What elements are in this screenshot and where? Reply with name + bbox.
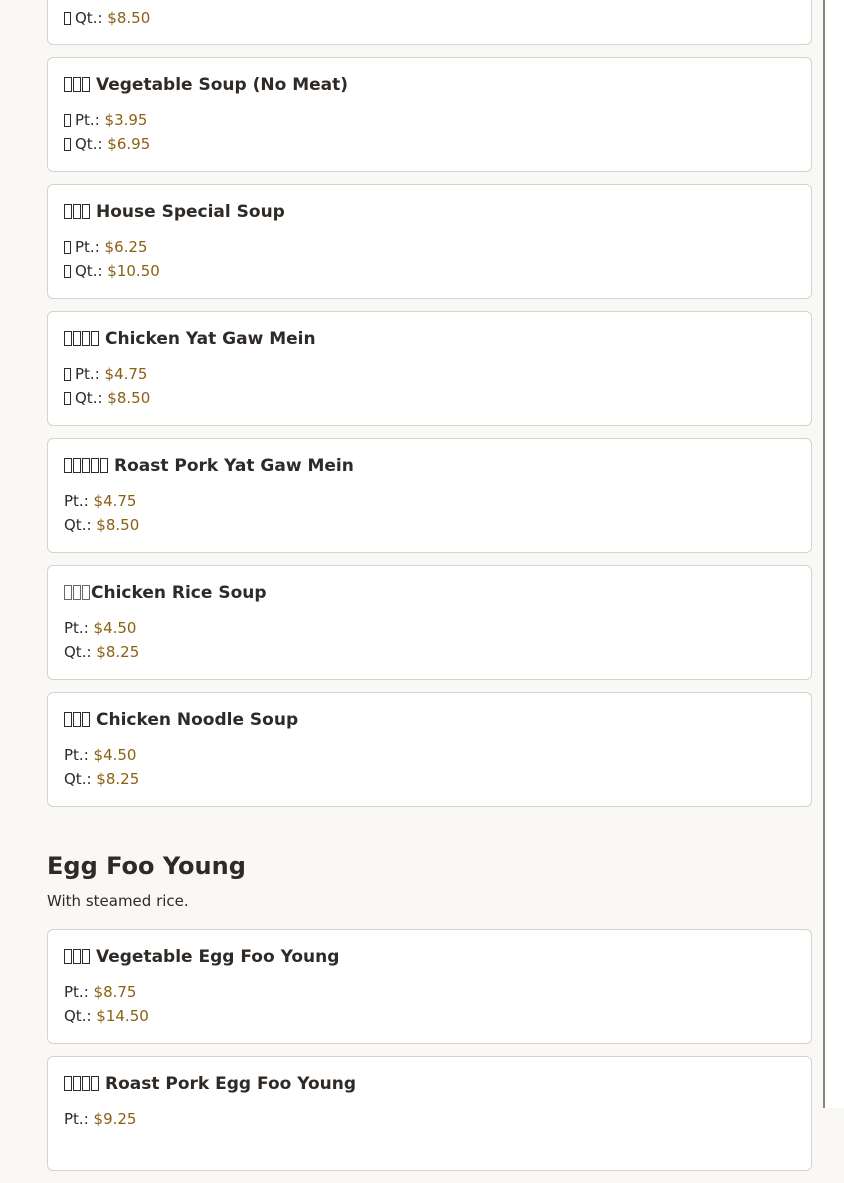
- price-value: $6.95: [107, 135, 151, 153]
- missing-glyph-icon: [91, 1076, 99, 1091]
- menu-item-name: [64, 328, 795, 350]
- section-title: Egg Foo Young: [47, 852, 246, 880]
- price-list: [64, 980, 795, 1028]
- menu-item-card[interactable]: [47, 692, 812, 807]
- price-row: [64, 1004, 795, 1028]
- price-value: $8.25: [96, 770, 140, 788]
- price-label: Qt.:: [75, 135, 103, 153]
- price-value: $8.25: [96, 643, 140, 661]
- missing-glyph-icon: [64, 1076, 72, 1091]
- missing-glyph-icon: [64, 12, 71, 25]
- egg-foo-young-section: [47, 819, 812, 1171]
- menu-item-name: [64, 709, 795, 731]
- price-label: Qt.:: [75, 262, 103, 280]
- price-label: Qt.:: [75, 389, 103, 407]
- price-list: [64, 108, 795, 156]
- missing-glyph-icon: [64, 204, 72, 219]
- menu-item-name: [64, 946, 795, 968]
- chinese-name-glyphs: [64, 583, 91, 603]
- chinese-name-glyphs: [64, 710, 91, 730]
- price-label: Pt.:: [64, 746, 89, 764]
- menu-item-title: Chicken Yat Gaw Mein: [105, 329, 316, 349]
- price-value: $8.50: [107, 9, 151, 27]
- missing-glyph-icon: [64, 949, 72, 964]
- vertical-scrollbar[interactable]: [823, 0, 844, 1108]
- price-row: [64, 640, 795, 664]
- missing-glyph-icon: [64, 241, 71, 254]
- missing-glyph-icon: [73, 949, 81, 964]
- price-label: Qt.:: [64, 1007, 92, 1025]
- price-list: [64, 6, 795, 30]
- missing-glyph-icon: [64, 585, 72, 600]
- price-row: [64, 132, 795, 156]
- missing-glyph-icon: [64, 138, 71, 151]
- menu-item-title: Vegetable Soup (No Meat): [96, 75, 349, 95]
- menu-item-title: Roast Pork Egg Foo Young: [105, 1074, 357, 1094]
- price-list: [64, 616, 795, 664]
- price-row: [64, 767, 795, 791]
- price-label: Pt.:: [64, 983, 89, 1001]
- missing-glyph-icon: [91, 458, 99, 473]
- price-value: $8.75: [93, 983, 137, 1001]
- missing-glyph-icon: [64, 77, 72, 92]
- price-value: $3.95: [104, 111, 148, 129]
- missing-glyph-icon: [64, 114, 71, 127]
- chinese-name-glyphs: [64, 202, 91, 222]
- missing-glyph-icon: [73, 458, 81, 473]
- menu-item-name: [64, 74, 795, 96]
- missing-glyph-icon: [91, 331, 99, 346]
- chinese-name-glyphs: [64, 75, 91, 95]
- chinese-name-glyphs: [64, 947, 91, 967]
- price-row: [64, 616, 795, 640]
- menu-item-card[interactable]: [47, 565, 812, 680]
- menu-item-name: [64, 455, 795, 477]
- menu-item-card[interactable]: [47, 929, 812, 1044]
- price-list: [64, 743, 795, 791]
- menu-item-card[interactable]: [47, 311, 812, 426]
- menu-item-title: Roast Pork Yat Gaw Mein: [114, 456, 354, 476]
- missing-glyph-icon: [82, 204, 90, 219]
- price-row: [64, 980, 795, 1004]
- missing-glyph-icon: [73, 77, 81, 92]
- price-row: [64, 489, 795, 513]
- missing-glyph-icon: [82, 331, 90, 346]
- price-label: Pt.:: [64, 619, 89, 637]
- egg-foo-young-item-list: [47, 929, 812, 1171]
- price-list: [64, 489, 795, 537]
- price-label: Pt.:: [75, 238, 100, 256]
- missing-glyph-icon: [64, 392, 71, 405]
- menu-item-card[interactable]: [47, 0, 812, 45]
- missing-glyph-icon: [64, 458, 72, 473]
- missing-glyph-icon: [73, 204, 81, 219]
- price-value: $9.25: [93, 1110, 137, 1128]
- menu-item-name: [64, 201, 795, 223]
- section-description: With steamed rice.: [47, 892, 189, 910]
- missing-glyph-icon: [73, 712, 81, 727]
- price-value: $10.50: [107, 262, 160, 280]
- missing-glyph-icon: [64, 265, 71, 278]
- missing-glyph-icon: [82, 458, 90, 473]
- price-value: $8.50: [107, 389, 151, 407]
- missing-glyph-icon: [82, 585, 90, 600]
- missing-glyph-icon: [82, 77, 90, 92]
- price-row: [64, 108, 795, 132]
- missing-glyph-icon: [100, 458, 108, 473]
- price-value: $6.25: [104, 238, 148, 256]
- missing-glyph-icon: [82, 712, 90, 727]
- price-row: [64, 513, 795, 537]
- price-list: [64, 362, 795, 410]
- menu-item-card[interactable]: [47, 438, 812, 553]
- menu-item-name: [64, 582, 795, 604]
- price-value: $14.50: [96, 1007, 149, 1025]
- price-label: Pt.:: [64, 1110, 89, 1128]
- price-list: [64, 1107, 795, 1131]
- price-row: [64, 1107, 795, 1131]
- price-row: [64, 362, 795, 386]
- missing-glyph-icon: [82, 949, 90, 964]
- menu-item-name: [64, 1073, 795, 1095]
- missing-glyph-icon: [73, 585, 81, 600]
- price-label: Pt.:: [64, 492, 89, 510]
- price-label: Pt.:: [75, 365, 100, 383]
- menu-item-title: Chicken Noodle Soup: [96, 710, 299, 730]
- menu-item-title: Chicken Rice Soup: [91, 583, 267, 603]
- menu-content: [47, 0, 812, 1183]
- price-value: $4.50: [93, 619, 137, 637]
- missing-glyph-icon: [64, 331, 72, 346]
- chinese-name-glyphs: [64, 329, 100, 349]
- price-label: Qt.:: [64, 643, 92, 661]
- missing-glyph-icon: [73, 1076, 81, 1091]
- menu-item-card[interactable]: [47, 57, 812, 172]
- missing-glyph-icon: [73, 331, 81, 346]
- price-value: $4.75: [93, 492, 137, 510]
- price-label: Qt.:: [64, 516, 92, 534]
- price-value: $8.50: [96, 516, 140, 534]
- price-row: [64, 743, 795, 767]
- price-row: [64, 6, 795, 30]
- price-label: Pt.:: [75, 111, 100, 129]
- price-row: [64, 259, 795, 283]
- price-label: Qt.:: [64, 770, 92, 788]
- price-list: [64, 235, 795, 283]
- missing-glyph-icon: [64, 712, 72, 727]
- chinese-name-glyphs: [64, 456, 109, 476]
- menu-item-title: Vegetable Egg Foo Young: [96, 947, 340, 967]
- price-row: [64, 235, 795, 259]
- price-value: $4.50: [93, 746, 137, 764]
- price-row: [64, 386, 795, 410]
- price-value: $4.75: [104, 365, 148, 383]
- price-label: Qt.:: [75, 9, 103, 27]
- menu-item-title: House Special Soup: [96, 202, 285, 222]
- menu-item-card[interactable]: [47, 184, 812, 299]
- menu-item-card[interactable]: [47, 1056, 812, 1171]
- soup-item-list: [47, 0, 812, 807]
- missing-glyph-icon: [64, 368, 71, 381]
- missing-glyph-icon: [82, 1076, 90, 1091]
- chinese-name-glyphs: [64, 1074, 100, 1094]
